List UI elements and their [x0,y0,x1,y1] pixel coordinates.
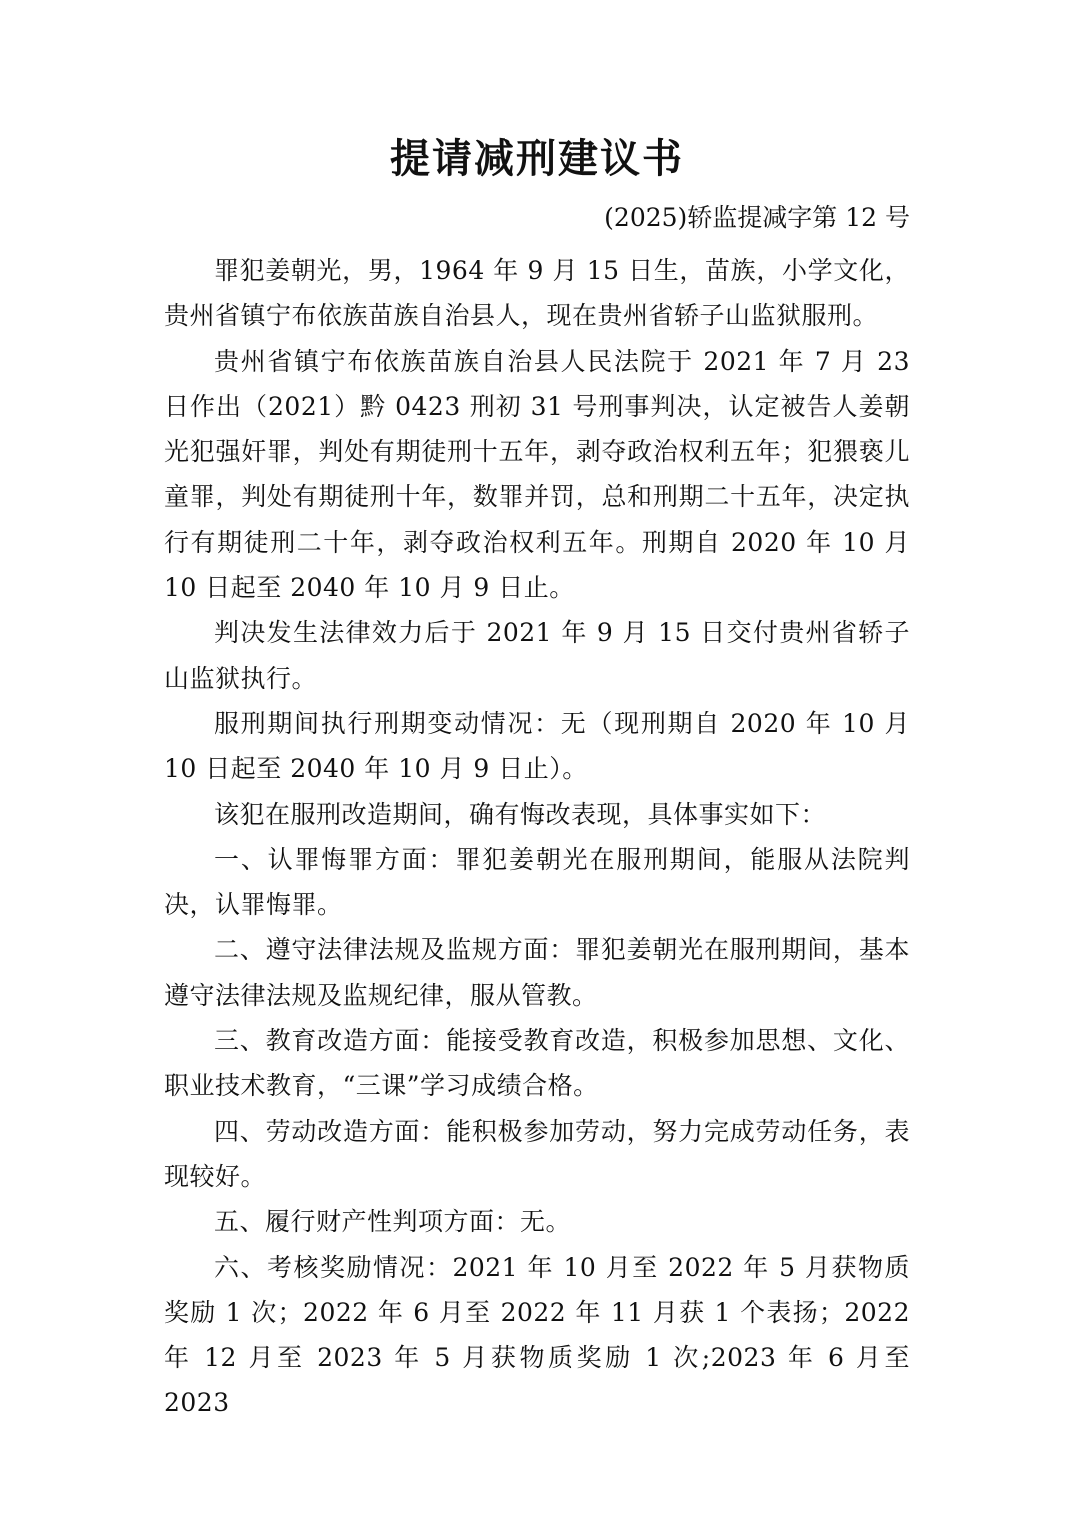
paragraph-repentance-intro: 该犯在服刑改造期间，确有悔改表现，具体事实如下： [214,799,827,829]
paragraph-term-change: 服刑期间执行刑期变动情况：无（现刑期自 2020 年 10 月 10 日起至 2040 年 10 月 9 日止）。 [164,708,910,784]
paragraph-judgment: 贵州省镇宁布依族苗族自治县人民法院于 2021 年 7 月 23 日作出（2021）黔 0423 刑初 31 号刑事判决，认定被告人姜朝光犯强奸罪，判处有期徒刑十五年，剥夺政治权利五年；犯猥亵儿童罪，判处有期徒刑十年，数罪并罚，总和刑期二十五年，决定执行有期徒刑二十年，剥夺政治权利五年。刑期自 2020 年 10 月 10 日起至 2040 年 10 月 9 日止。 [164,346,910,603]
paragraph-rewards: 六、考核奖励情况：2021 年 10 月至 2022 年 5 月获物质奖励 1 次；2022 年 6 月至 2022 年 11 月获 1 个表扬；2022 年 12 月至 2023 年 5 月获物质奖励 1 次;2023 年 6 月至 2023 [164,1252,910,1418]
document-number: (2025)轿监提减字第 12 号 [604,203,910,232]
paragraph-property: 五、履行财产性判项方面：无。 [214,1207,572,1237]
paragraph-compliance: 二、遵守法律法规及监规方面：罪犯姜朝光在服刑期间，基本遵守法律法规及监规纪律，服从管教。 [164,935,910,1010]
document-title: 提请减刑建议书 [390,135,684,182]
paragraph-delivery: 判决发生法律效力后于 2021 年 9 月 15 日交付贵州省轿子山监狱执行。 [164,618,910,693]
paragraph-plea: 一、认罪悔罪方面：罪犯姜朝光在服刑期间，能服从法院判决，认罪悔罪。 [164,844,910,920]
paragraph-labor: 四、劳动改造方面：能积极参加劳动，努力完成劳动任务，表现较好。 [164,1116,910,1191]
paragraph-criminal-info: 罪犯姜朝光，男，1964 年 9 月 15 日生，苗族，小学文化，贵州省镇宁布依族苗族自治县人，现在贵州省轿子山监狱服刑。 [164,256,910,331]
paragraph-education: 三、教育改造方面：能接受教育改造，积极参加思想、文化、职业技术教育，“三课”学习成绩合格。 [164,1026,910,1101]
document-body [164,248,910,1426]
